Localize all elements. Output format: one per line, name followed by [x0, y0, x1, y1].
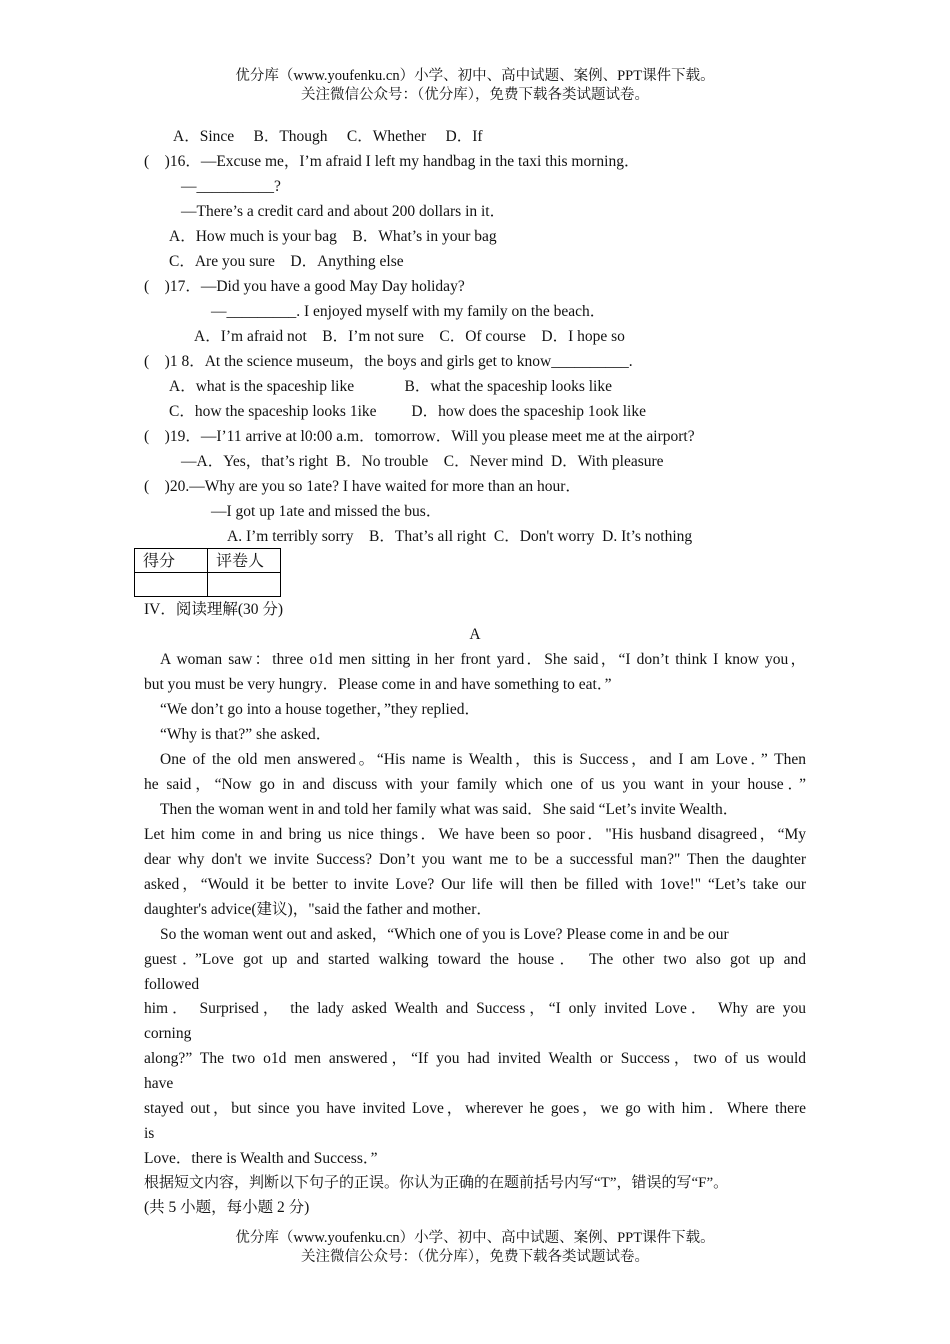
- section-title: IV．阅读理解(30 分): [144, 601, 284, 618]
- passage-line: daughter's advice(建议)，"said the father and mother．: [144, 901, 492, 918]
- q18-options-1: A．what is the spaceship like B．what the spaceship looks like: [169, 378, 612, 395]
- score-cell: [135, 573, 208, 597]
- passage-line: asked，“Would it be better to invite Love? Our life will then be filled with 1ove!" “Let’s take our: [144, 876, 806, 893]
- instructions-line-1: 根据短文内容，判断以下句子的正误。你认为正确的在题前括号内写“T”，错误的写“F”。: [144, 1175, 729, 1191]
- passage-line: One of the old men answered。“His name is Wealth，this is Success，and I am Love．” Then: [160, 751, 806, 768]
- q19-question: ( )19．—I’11 arrive at l0:00 a.m．tomorrow．Will you please meet me at the airport?: [144, 428, 695, 445]
- passage-line: him． Surprised， the lady asked Wealth and Success，“I only invited Love． Why are you: [144, 1000, 806, 1017]
- q16-line-3: —There’s a credit card and about 200 dollars in it．: [181, 203, 506, 220]
- q16-options-1: A．How much is your bag B．What’s in your bag: [169, 228, 497, 245]
- q17-options: A．I’m afraid not B．I’m not sure C．Of course D．I hope so: [194, 328, 625, 345]
- header-line-2: 关注微信公众号：（优分库），免费下载各类试题试卷。: [301, 87, 649, 103]
- passage-line: stayed out，but since you have invited Love，wherever he goes，we go with him．Where there: [144, 1100, 806, 1117]
- q17-line-2: —_________. I enjoyed myself with my family on the beach．: [211, 303, 606, 320]
- grader-header: 评卷人: [208, 549, 281, 573]
- passage-line: is: [144, 1125, 155, 1142]
- q18-question: ( )1 8．At the science museum，the boys and girls get to know__________.: [144, 353, 633, 370]
- score-table: [134, 548, 281, 597]
- q20-line-2: —I got up 1ate and missed the bus．: [211, 503, 442, 520]
- passage-line: Then the woman went in and told her family what was said．She said “Let’s invite Wealth．: [160, 801, 739, 818]
- q15-options: A．Since B．Though C．Whether D．If: [173, 128, 483, 145]
- passage-line: Love．there is Wealth and Success．”: [144, 1150, 378, 1167]
- passage-line: corning: [144, 1025, 192, 1042]
- passage-line: guest．”Love got up and started walking toward the house． The other two also got up and: [144, 951, 806, 968]
- passage-line: dear why don't we invite Success? Don’t you want me to be a successful man?" Then the daughter: [144, 851, 806, 868]
- passage-line: he said，“Now go in and discuss with your family which one of us you want in your house．”: [144, 776, 806, 793]
- q16-line-2: —__________?: [181, 178, 281, 195]
- q17-question: ( )17．—Did you have a good May Day holiday?: [144, 278, 465, 295]
- q18-options-2: C．how the spaceship looks 1ike D．how does the spaceship 1ook like: [169, 403, 646, 420]
- q20-options: A. I’m terribly sorry B．That’s all right C．Don't worry D. It’s nothing: [227, 528, 693, 545]
- passage-line: followed: [144, 976, 200, 993]
- q19-options: —A．Yes，that’s right B．No trouble C．Never mind D．With pleasure: [181, 453, 664, 470]
- passage-line: have: [144, 1075, 174, 1092]
- q16-options-2: C．Are you sure D．Anything else: [169, 253, 404, 270]
- passage-line: “Why is that?” she asked．: [160, 726, 332, 743]
- passage-line: Let him come in and bring us nice things．We have been so poor．"His husband disagreed，“My: [144, 826, 806, 843]
- passage-line: but you must be very hungry．Please come in and have something to eat．”: [144, 676, 612, 693]
- score-header: 得分: [135, 549, 208, 573]
- footer-line-2: 关注微信公众号：（优分库），免费下载各类试题试卷。: [301, 1249, 649, 1265]
- q20-question: ( )20.—Why are you so 1ate? I have waited for more than an hour．: [144, 478, 581, 495]
- passage-line: along?” The two o1d men answered，“If you had invited Wealth or Success，two of us would: [144, 1050, 806, 1067]
- footer-line-1: 优分库（www.youfenku.cn）小学、初中、高中试题、案例、PPT课件下载。: [235, 1230, 715, 1246]
- instructions-line-2: (共 5 小题，每小题 2 分): [144, 1199, 310, 1216]
- q16-question: ( )16．—Excuse me，I’m afraid I left my handbag in the taxi this morning．: [144, 153, 640, 170]
- grader-cell: [208, 573, 281, 597]
- header-line-1: 优分库（www.youfenku.cn）小学、初中、高中试题、案例、PPT课件下载。: [235, 68, 715, 84]
- passage-label: A: [469, 626, 481, 643]
- passage-line: So the woman went out and asked，“Which one of you is Love? Please come in and be our: [160, 926, 729, 943]
- passage-line: “We don’t go into a house together，”they replied．: [160, 701, 480, 718]
- passage-line: A woman saw：three o1d men sitting in her front yard．She said，“I don’t think I know you，: [160, 651, 806, 668]
